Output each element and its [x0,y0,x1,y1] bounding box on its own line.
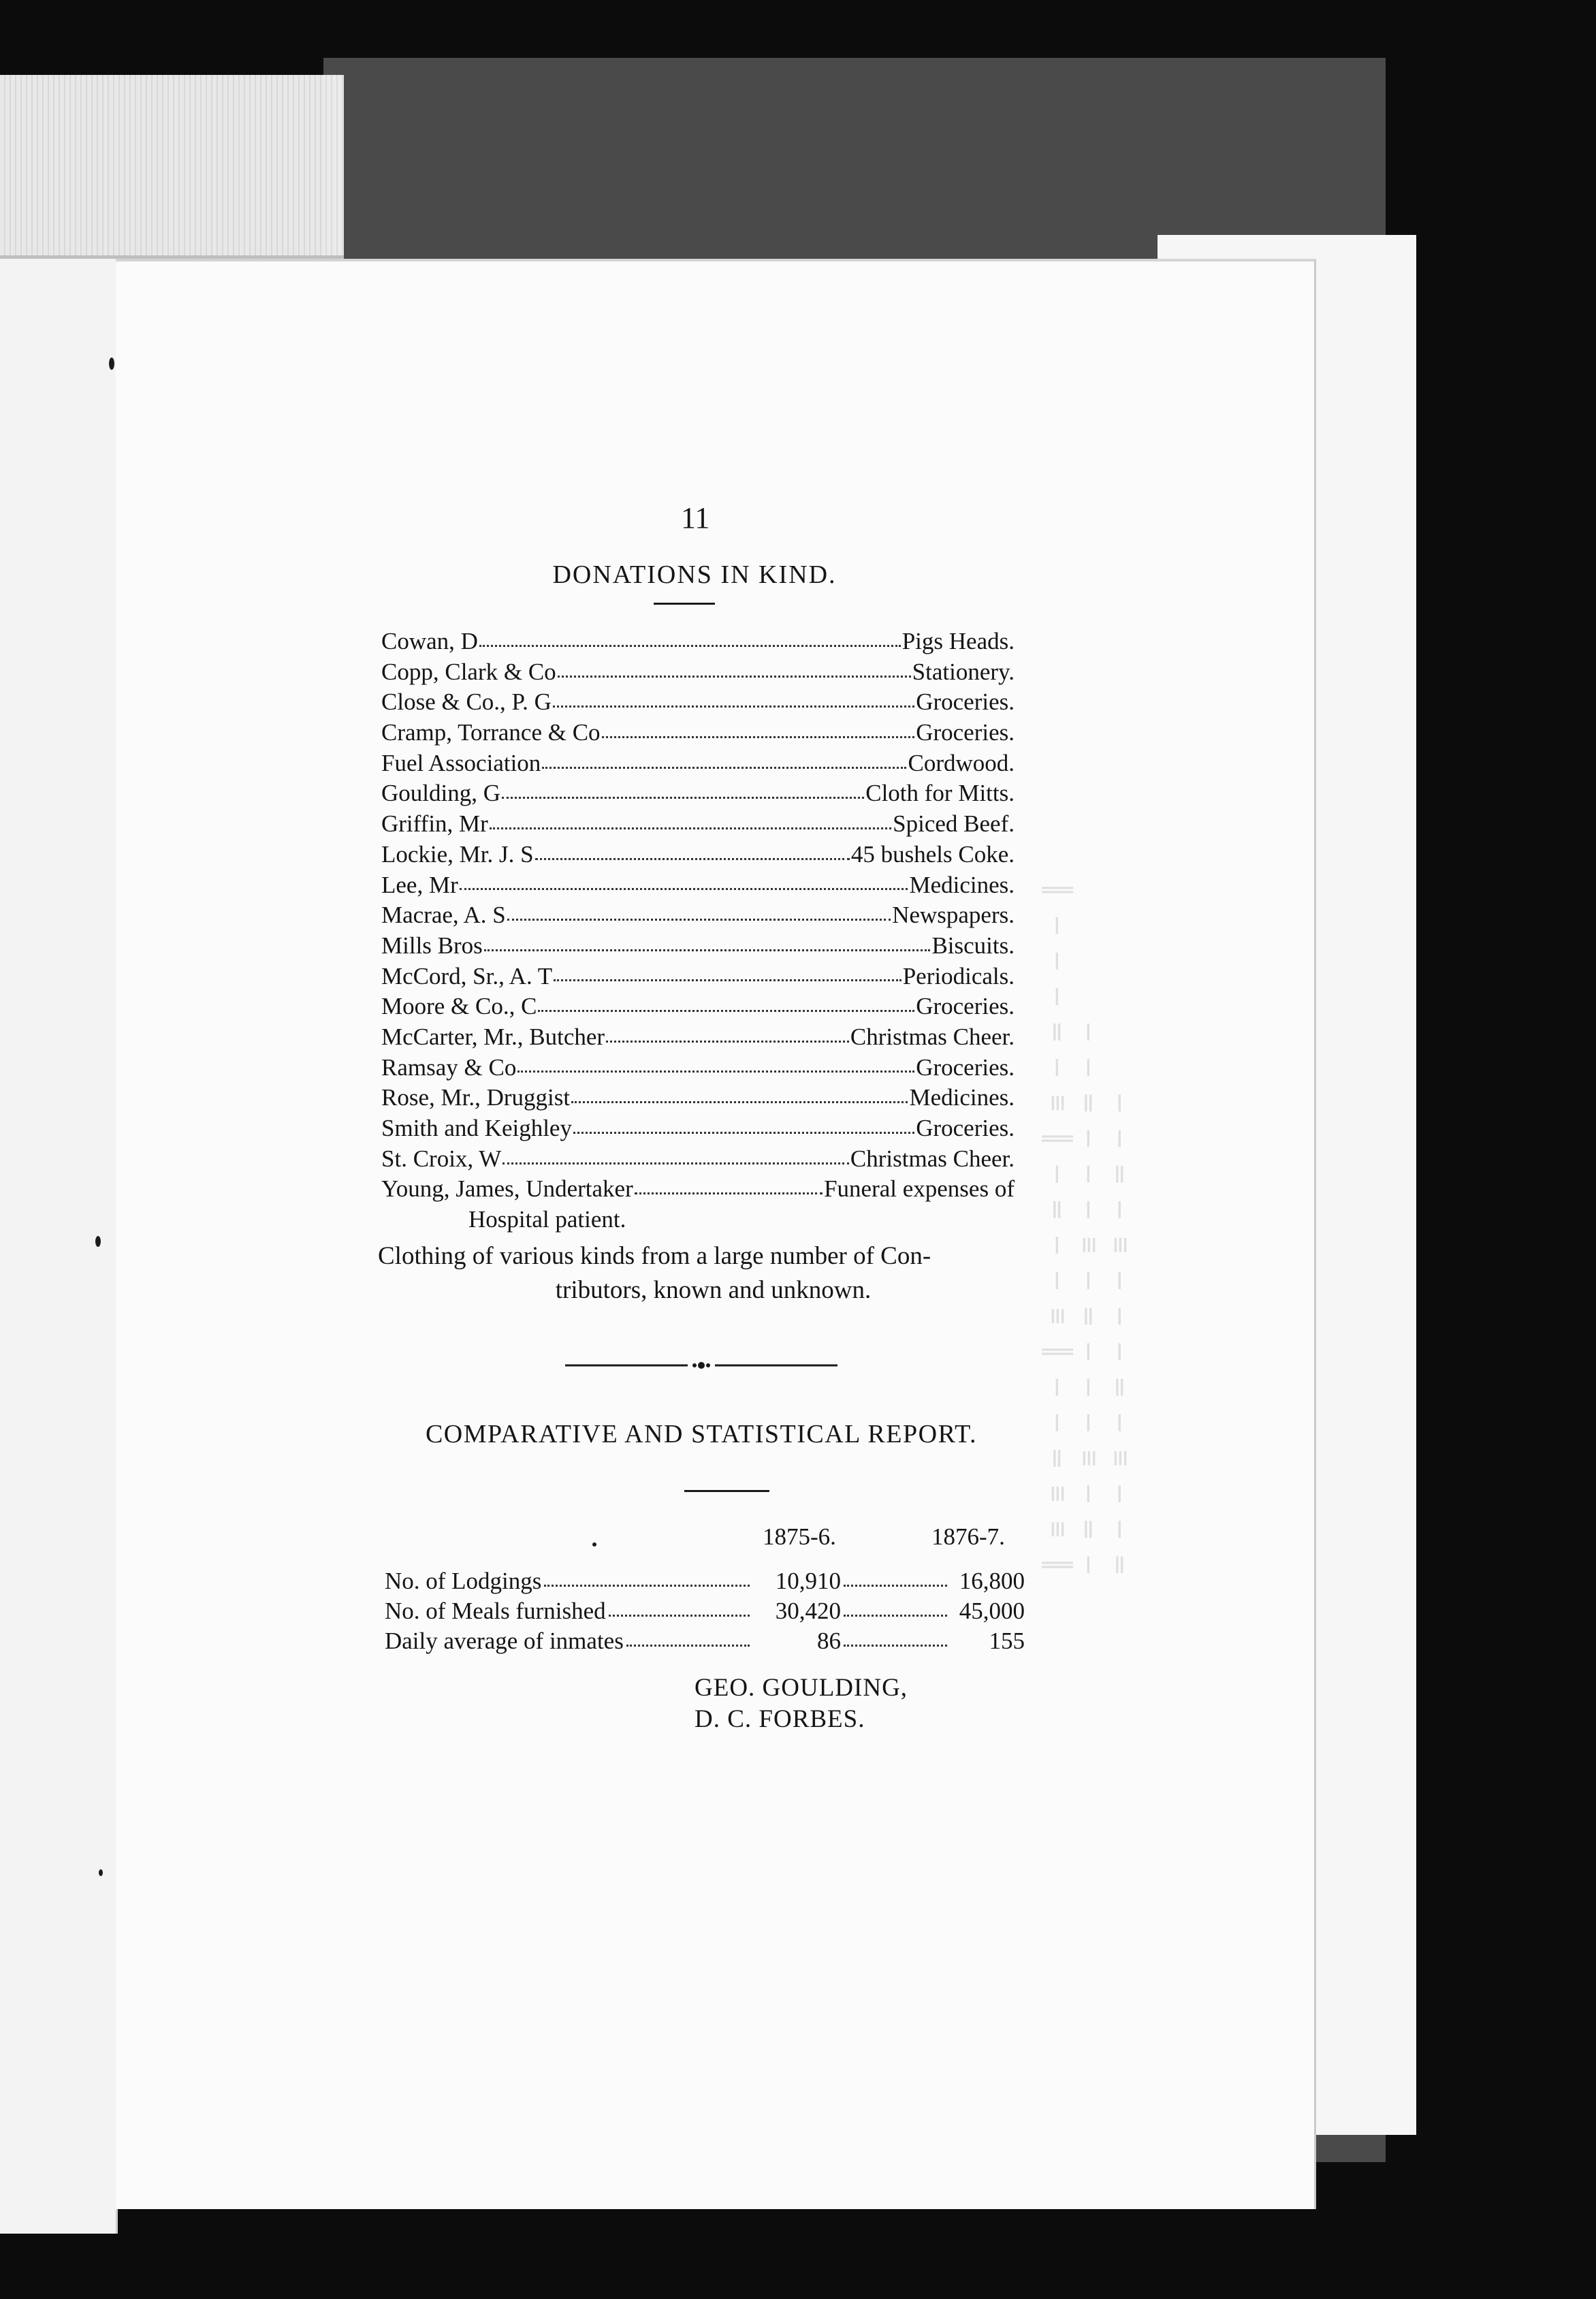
donor-name: Smith and Keighley [381,1115,572,1141]
donor-name: Close & Co., P. G [381,688,552,716]
dot-leader [544,1576,750,1587]
donor-name: McCord, Sr., A. T [381,962,553,989]
donation-item: Spiced Beef. [893,810,1015,838]
donation-item: Groceries. [916,719,1015,746]
dot-leader [602,728,915,738]
dot-leader [635,1184,823,1194]
report-title-rule [684,1490,769,1492]
heading-rule [654,603,715,605]
dot-leader [460,880,908,890]
donor-name: McCarter, Mr., Butcher [381,1023,605,1050]
donation-row [381,1083,1015,1113]
signatory-2: D. C. FORBES. [695,1705,865,1733]
statistic-label: No. of Lodgings [385,1568,542,1594]
statistic-label: No. of Meals furnished [385,1598,606,1624]
donation-row [381,687,1015,718]
donation-row [381,992,1015,1022]
donor-name: Fuel Association [381,749,541,776]
donor-name: Cramp, Torrance & Co [381,719,601,746]
donations-heading: DONATIONS IN KIND. [552,560,837,589]
donation-row [381,1144,1015,1175]
statistics-row [385,1566,1025,1596]
donations-list [381,627,1015,1235]
statistic-label: Daily average of inmates [385,1628,624,1654]
donor-name: St. Croix, W [381,1145,502,1172]
value-1876-7: 45,000 [959,1598,1025,1624]
donation-row [381,809,1015,840]
clothing-note-line-2: tributors, known and unknown. [555,1276,872,1304]
facing-page-edge [0,259,118,2234]
dot-leader [535,850,850,860]
dot-leader [844,1576,947,1587]
value-1875-6: 30,420 [775,1598,841,1624]
value-1876-7: 155 [989,1628,1025,1654]
statistics-row [385,1626,1025,1656]
signatory-1: GEO. GOULDING, [695,1674,908,1702]
donation-item: Pigs Heads. [901,628,1015,654]
dot-leader [558,667,911,678]
donation-row [381,748,1015,779]
binding-tape [0,75,344,259]
donation-item: Medicines. [909,1084,1015,1111]
dot-leader [517,1062,914,1073]
donor-name: Macrae, A. S [381,902,506,929]
donation-item: Periodicals. [902,962,1015,989]
dot-leader [606,1032,849,1043]
donor-name: Moore & Co., C [381,993,537,1020]
donation-row [381,870,1015,901]
dot-leader [538,1002,914,1012]
dot-leader [553,697,914,708]
donation-row [381,900,1015,931]
donation-row [381,627,1015,657]
donation-item: Newspapers. [892,902,1015,929]
dot-leader [484,941,931,951]
donation-item: Groceries. [916,993,1015,1020]
donation-item: Cordwood. [908,749,1015,776]
clothing-note [378,1239,1021,1307]
scan-speck [95,1236,101,1247]
donation-item: Groceries. [916,1115,1015,1141]
donation-item: Christmas Cheer. [850,1145,1015,1172]
dot-leader [507,910,891,921]
year-header-1: 1875-6. [763,1523,836,1550]
bleed-through-text: ║ ≡ ≡ ═ ─ ─ ║ ≡ ─ ─ ═ ─ ║ ≡ ─ ═ ─ ─ ─ ║ ─ ═ ─ ≡ ─ ─ ─ ═ ─ ≡ ─ ─ ─ ═ ─ ─ ═ ─ ─ ≡ ─ ═ ─ ─ ─ ≡ ─ ═ ─ ─ [1042,880,1136,1573]
donor-name: Griffin, Mr [381,810,488,838]
scan-speck [592,1542,596,1547]
dot-leader [502,1154,849,1164]
page-number: 11 [681,501,710,535]
donation-row [381,1022,1015,1053]
donor-name: Young, James, Undertaker [381,1175,633,1203]
donor-name: Mills Bros [381,932,483,959]
scan-speck [109,358,114,370]
dot-leader [844,1606,947,1617]
donation-item: Groceries. [916,688,1015,716]
donation-item: Christmas Cheer. [850,1023,1015,1050]
donation-item: Funeral expenses of [824,1175,1015,1203]
section-ornament [565,1355,837,1376]
dot-leader [626,1636,750,1647]
dot-leader [573,1124,914,1134]
dot-leader [554,971,901,981]
donor-name: Copp, Clark & Co [381,658,556,685]
donation-item: Cloth for Mitts. [865,780,1015,807]
donation-row [381,962,1015,992]
donor-name: Cowan, D [381,628,478,654]
value-1875-6: 10,910 [775,1568,841,1594]
dot-leader [502,789,864,799]
donor-name: Lee, Mr [381,871,458,898]
value-1875-6: 86 [817,1628,841,1654]
donor-name: Rose, Mr., Druggist [381,1084,571,1111]
donation-continuation: Hospital patient. [468,1206,626,1233]
dot-leader [542,759,906,769]
scan-speck [99,1869,103,1876]
dot-leader [844,1636,947,1647]
donation-row [381,1174,1015,1205]
donation-item: Biscuits. [931,932,1015,959]
donor-name: Ramsay & Co [381,1053,517,1081]
dot-leader [571,1093,908,1103]
dot-leader [609,1606,750,1617]
report-title: COMPARATIVE AND STATISTICAL REPORT. [425,1420,978,1448]
year-header-2: 1876-7. [931,1523,1005,1550]
donation-row [381,778,1015,809]
donation-row [381,1113,1015,1144]
clothing-note-line-1: Clothing of various kinds from a large number of Con- [378,1242,931,1270]
donation-item: Stationery. [912,658,1015,685]
donation-row [381,840,1015,870]
donation-item: 45 bushels Coke. [850,840,1015,868]
statistics-table [385,1566,1025,1656]
dot-leader [479,637,901,647]
value-1876-7: 16,800 [959,1568,1025,1594]
donor-name: Goulding, G [381,780,500,807]
donation-row [381,718,1015,748]
donation-row [381,931,1015,962]
donation-item: Medicines. [909,871,1015,898]
dot-leader [490,819,891,829]
donation-row [381,657,1015,688]
statistics-row [385,1596,1025,1626]
donor-name: Lockie, Mr. J. S [381,840,534,868]
donation-row [381,1053,1015,1083]
donation-item: Groceries. [916,1053,1015,1081]
